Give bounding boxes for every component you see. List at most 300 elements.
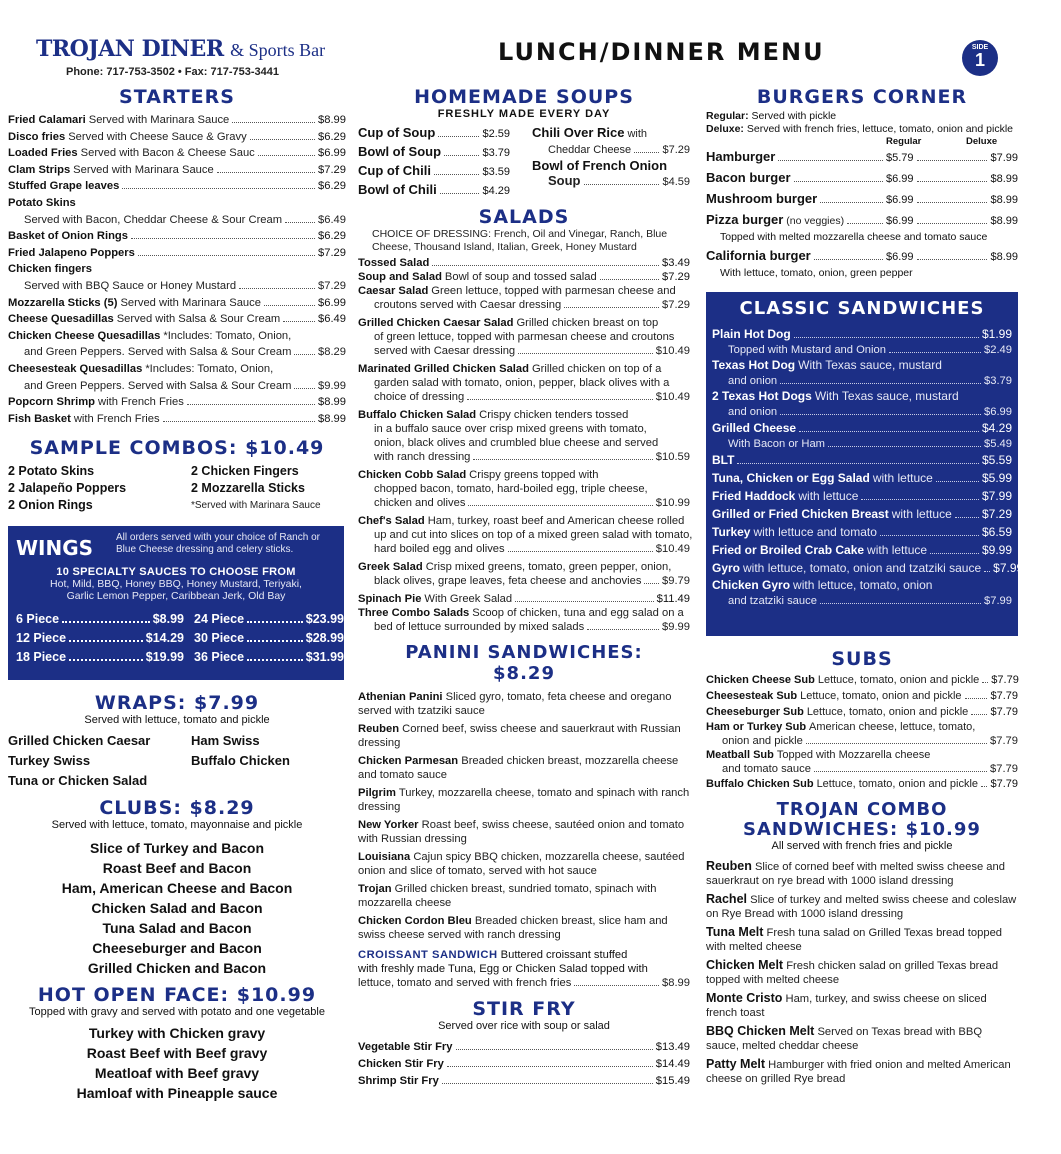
leader-dots [232,122,315,123]
item-name: Louisiana [358,851,411,863]
item-name: CROISSANT SANDWICH [358,949,498,961]
item-line [358,482,690,496]
hot-open-item: Roast Beef with Beef gravy [86,1045,268,1061]
item-line [706,762,1018,776]
logo-suffix: & Sports Bar [230,40,326,60]
leader-dots [247,659,303,661]
menu-item [8,162,346,179]
item-price: $5.59 [981,453,1012,467]
item-desc: Slice of corned beef with melted swiss cheese and sauerkraut on rye bread with 1000 island dressing [706,861,1005,887]
side-badge [962,40,998,76]
item-line [358,574,690,588]
item-price: $4.59 [662,176,690,188]
burger-col-headers [706,136,1018,147]
leader-dots [780,414,981,415]
leader-dots [515,601,654,602]
menu-item [358,722,690,750]
item-line [712,405,1012,419]
item-desc: Lettuce, tomato, onion and pickle [800,690,962,702]
item-desc: of green lettuce, topped with parmesan cheese and croutons [374,331,675,343]
leader-dots [794,337,979,338]
stir-fry-note: Served over rice with soup or salad [438,1020,610,1032]
item-desc: Cheddar Cheese [548,144,632,156]
item-name: Pilgrim [358,787,396,799]
item-name: Popcorn Shrimp [8,396,96,409]
item-desc: with lettuce [867,543,928,557]
item-desc: Ham, turkey, and swiss cheese on sliced french toast [706,993,987,1019]
item-desc: Bowl of soup and tossed salad [444,271,597,283]
menu-item [706,776,1018,792]
menu-item [8,311,346,328]
item-price-deluxe: $8.99 [990,173,1018,185]
item-name: Chicken Gyro [712,578,791,592]
item-price: $7.79 [991,674,1019,686]
menu-item [358,143,510,162]
item-desc: With Greek Salad [424,593,513,605]
item-price: $7.29 [662,144,690,156]
leader-dots [917,202,988,203]
side-number: 1 [974,50,985,70]
col-header: Deluxe [966,136,998,147]
item-desc: Scoop of chicken, tuna and egg salad on a [472,607,684,619]
item-desc: black olives, grape leaves, feta cheese and anchovies [374,575,642,587]
item-price: $6.29 [318,230,346,243]
stir-fry-list [358,1039,690,1090]
leader-dots [814,771,987,772]
item-name: Pizza burger [706,212,784,227]
item-price: $8.99 [318,412,346,425]
menu-item [358,818,690,846]
hot-open-list [8,1023,346,1103]
menu-item [358,316,690,330]
item-desc: served with Caesar dressing [374,345,516,357]
contact-line: Phone: 717-753-3502 • Fax: 717-753-3441 [66,66,279,78]
item-name: Fried Calamari [8,114,86,126]
leader-dots [62,621,150,623]
menu-item [358,690,690,718]
item-desc: with freshly made Tuna, Egg or Chicken Salad topped with [358,963,648,975]
item-desc: Slice of turkey and melted swiss cheese and coleslaw on Rye Bread with 1000 island dressing [706,894,1017,920]
item-name: Cheesesteak Sub [706,690,798,702]
leader-dots [438,136,479,137]
item-desc: Served with Marinara Sauce [120,296,261,309]
item-name: Gyro [712,561,741,575]
item-price: $2.49 [984,344,1012,356]
item-price: $6.99 [318,147,346,160]
menu-item [706,958,1018,987]
menu-item [706,748,1018,762]
item-desc: Grilled chicken on top of a [531,363,662,375]
item-price: $5.99 [981,471,1012,485]
item-name: Cheeseburger Sub [706,706,804,718]
item-price: $6.99 [318,296,346,309]
menu-item [706,189,1018,210]
item-price: $28.99 [305,631,344,645]
leader-dots [468,505,652,506]
leader-dots [432,265,659,266]
leader-dots [122,188,315,189]
item-price: $31.99 [305,650,344,664]
item-desc: with French Fries [98,396,184,409]
menu-item [706,859,1018,888]
menu-item [8,145,346,162]
menu-item [358,124,510,143]
menu-item [8,112,346,129]
item-line [358,528,693,542]
item-price: $10.49 [655,345,690,357]
item-name-wrap [706,147,886,167]
item-name: 18 Piece [16,650,67,664]
panini-price: $8.29 [493,663,555,684]
item-price: $7.99 [981,489,1012,503]
combos-left [8,463,191,514]
item-price: $14.49 [655,1058,690,1070]
item-desc: Served with Marinara Sauce [88,114,230,126]
item-price: $8.99 [318,114,346,126]
leader-dots [440,193,480,194]
item-desc: bed of lettuce surrounded by mixed salads [374,621,585,633]
item-desc: Served with Marinara Sauce [73,163,214,176]
item-name: Fried or Broiled Crab Cake [712,543,865,557]
item-desc: and tomato sauce [722,763,811,775]
menu-item [358,256,690,270]
leader-dots [984,571,990,572]
item-name: Fried Haddock [712,489,796,503]
item-price-regular: $6.99 [886,251,914,263]
leader-dots [217,172,315,173]
menu-item [358,181,510,200]
leader-dots [828,446,981,447]
item-price: $7.29 [981,507,1012,521]
sauces-title: 10 SPECIALTY SAUCES TO CHOOSE FROM [56,566,296,578]
sauces-line: Hot, Mild, BBQ, Honey BBQ, Honey Mustard, Teriyaki, [50,578,302,590]
col-header: Regular [886,136,922,147]
item-name-wrap [706,189,886,209]
item-price: $1.99 [981,327,1012,341]
item-name: 6 Piece [16,612,60,626]
trojan-combo-list [706,859,1018,1086]
menu-item [358,560,690,574]
item-desc: up and cut into slices on top of a mixed green salad with tomato, [374,529,693,541]
leader-dots [69,659,143,661]
item-line [358,542,690,556]
item-desc: Corned beef, swiss cheese and sauerkraut with Russian dressing [358,723,681,749]
item-name: Soup and Salad [358,271,442,283]
item-name: Clam Strips [8,163,71,176]
leader-dots [508,551,653,552]
leader-dots [644,583,659,584]
item-desc: and onion [728,406,778,418]
item-price: $15.49 [655,1075,690,1087]
item-desc: with lettuce, tomato, onion [793,578,933,592]
item-price: $3.79 [984,375,1012,387]
burgers-list [706,147,1018,279]
menu-item [706,688,1018,704]
burger-note [706,110,1018,123]
item-name: Mushroom burger [706,191,818,206]
item-name: Tossed Salad [358,257,430,269]
wings-title: WINGS [16,536,94,560]
item-price: $4.29 [482,185,510,197]
item-name: Fried Jalapeno Poppers [8,246,135,259]
classic-list [712,325,1024,608]
item-name: Chicken Cheese Sub [706,674,815,686]
leader-dots [69,640,143,642]
menu-item [358,592,690,606]
menu-item [8,411,346,428]
menu-item [358,1039,690,1056]
item-name: California burger [706,248,811,263]
item-desc: (no veggies) [786,215,845,227]
leader-dots [600,279,659,280]
menu-item [706,892,1018,921]
item-line [712,343,1012,357]
leader-dots [917,259,988,260]
item-price: $7.29 [662,271,690,283]
menu-item [194,629,344,648]
item-desc: lettuce, tomato and served with french fries [358,977,572,989]
item-price: $7.29 [318,246,346,259]
menu-item [706,246,1018,267]
item-name: Cheesesteak Quesadillas [8,362,143,375]
clubs-title: CLUBS: $8.29 [99,797,255,819]
hot-open-title: HOT OPEN FACE: $10.99 [37,984,317,1006]
item-name: Ham or Turkey Sub [706,721,807,733]
item-line [712,594,1012,608]
item-name: Chili Over Rice [532,125,625,140]
logo-text: TROJAN DINER [36,36,224,62]
menu-item [358,914,690,942]
wrap-item: Ham Swiss [191,733,260,748]
menu-item [712,469,1012,487]
leader-dots [444,155,479,156]
soups-title: HOMEMADE SOUPS [414,86,634,108]
note-text: Served with pickle [751,110,837,122]
menu-item [8,261,346,278]
item-line [358,330,690,344]
item-price: $8.29 [318,346,346,359]
item-name: Texas Hot Dog [712,358,796,372]
item-line [358,422,690,436]
item-desc: Crispy chicken tenders tossed [479,409,629,421]
menu-item [706,1057,1018,1086]
menu-item [712,541,1012,559]
menu-item [712,388,1012,405]
menu-item [712,419,1012,437]
starters-list [8,112,346,427]
menu-item [706,1024,1018,1053]
item-price-deluxe: $8.99 [990,251,1018,263]
item-desc: and tzatziki sauce [728,595,817,607]
club-item: Chicken Salad and Bacon [91,900,263,916]
menu-item [8,295,346,312]
item-name: Bowl of Chili [358,182,437,197]
item-name: Tuna Melt [706,925,764,939]
dressing-note [358,228,690,254]
item-line [358,436,690,450]
item-name: Chicken Parmesan [358,755,459,767]
leader-dots [847,223,883,224]
combos-title: SAMPLE COMBOS: $10.49 [29,437,325,460]
hot-open-note: Topped with gravy and served with potato and one vegetable [29,1006,325,1018]
item-price: $13.49 [655,1041,690,1053]
leader-dots [247,621,303,623]
item-price: $9.99 [662,621,690,633]
item-name: Chicken Melt [706,958,784,972]
item-name: 2 Texas Hot Dogs [712,389,812,403]
item-name: Meatball Sub [706,749,774,761]
item-desc: Lettuce, tomato, onion and pickle [817,674,980,686]
burgers-title: BURGERS CORNER [756,86,968,108]
item-price: $9.99 [981,543,1012,557]
sauces-line: Garlic Lemon Pepper, Caribbean Jerk, Old Bay [66,590,286,602]
item-price: $6.59 [981,525,1012,539]
club-item: Cheeseburger and Bacon [92,940,262,956]
item-price: $7.79 [990,763,1018,775]
item-line [358,298,690,312]
item-price: $6.29 [318,180,346,193]
leader-dots [294,354,315,355]
item-desc: with lettuce, tomato, onion and tzatziki sauce [743,561,982,575]
leader-dots [285,222,315,223]
item-price: $14.29 [145,631,184,645]
item-line [358,976,690,990]
item-price: $8.99 [152,612,184,626]
item-name: Disco fries [8,130,66,143]
hot-open-item: Hamloaf with Pineapple sauce [76,1085,278,1101]
item-name: Loaded Fries [8,147,78,160]
item-name: Potato Skins [8,196,76,209]
subs-list [706,672,1018,792]
item-name: Tuna, Chicken or Egg Salad [712,471,870,485]
item-desc: with ranch dressing [374,451,471,463]
item-desc: Served with BBQ Sauce or Honey Mustard [24,279,237,292]
wrap-item: Buffalo Chicken [191,753,290,768]
leader-dots [187,404,315,405]
item-desc: with lettuce and tomato [753,525,877,539]
item-name: Spinach Pie [358,593,422,605]
item-price: $7.29 [662,299,690,311]
leader-dots [283,321,315,322]
combos-right [191,463,321,514]
item-name: Trojan [358,883,392,895]
item-line [358,496,690,510]
item-desc: Roast beef, swiss cheese, sautéed onion and tomato with Russian dressing [358,819,685,845]
item-name-wrap [706,168,886,188]
item-name: BBQ Chicken Melt [706,1024,815,1038]
club-item: Ham, American Cheese and Bacon [61,880,293,896]
leader-dots [917,181,988,182]
item-price: $7.29 [318,279,346,292]
item-name: BLT [712,453,735,467]
item-desc: Lettuce, tomato, onion and pickle [806,706,969,718]
leader-dots [880,535,979,536]
item-desc: Served with Bacon & Cheese Sauc [80,147,255,160]
item-line [8,378,346,395]
item-desc: Turkey, mozzarella cheese, tomato and spinach with ranch dressing [358,787,690,813]
item-name: Chicken Cordon Bleu [358,915,472,927]
item-desc: in a buffalo sauce over crisp mixed greens with tomato, [374,423,647,435]
menu-item [16,629,184,648]
item-name: Buffalo Chicken Sub [706,778,814,790]
note-label: Deluxe: [706,123,744,135]
classic-box [706,292,1024,636]
item-desc: Green lettuce, topped with parmesan cheese and [431,285,676,297]
item-desc: Cajun spicy BBQ chicken, mozzarella cheese, sautéed onion and slice of tomato, served with hot sauce [358,851,685,877]
item-desc: with lettuce [891,507,952,521]
item-desc: with [627,128,648,140]
item-desc: Topped with melted mozzarella cheese and tomato sauce [720,231,988,243]
item-price: $8.99 [318,396,346,409]
menu-item [194,610,344,629]
leader-dots [955,517,979,518]
menu-item: Bowl of French Onion [532,158,668,173]
leader-dots [799,431,979,432]
item-name: Basket of Onion Rings [8,230,128,243]
item-price: $6.49 [318,313,346,326]
combo-item: 2 Mozzarella Sticks [191,481,305,496]
item-name: Hamburger [706,149,776,164]
menu-item [8,361,346,378]
item-price: $8.99 [662,977,690,989]
menu-item [358,850,690,878]
combo-item: 2 Potato Skins [8,464,95,479]
leader-dots [163,421,315,422]
leader-dots [820,603,981,604]
hot-open-item: Turkey with Chicken gravy [88,1025,266,1041]
menu-title: LUNCH/DINNER MENU [498,38,825,66]
item-name: 24 Piece [194,612,245,626]
item-price-regular: $6.99 [886,173,914,185]
item-name: Monte Cristo [706,991,783,1005]
leader-dots [447,1066,653,1067]
item-name-wrap [706,210,886,231]
menu-item [358,1056,690,1073]
leader-dots [294,388,315,389]
soups-right [532,124,690,200]
menu-item [706,672,1018,688]
subs-title: SUBS [831,648,893,670]
item-name: New Yorker [358,819,419,831]
leader-dots [587,629,659,630]
menu-item [358,1073,690,1090]
item-name: Shrimp Stir Fry [358,1075,439,1087]
item-desc: hard boiled egg and olives [374,543,505,555]
leader-dots [247,640,303,642]
item-desc: Fresh chicken salad on grilled Texas bread topped with melted cheese [706,960,999,986]
menu-item [712,559,1024,577]
item-name: Mozzarella Sticks (5) [8,296,118,309]
item-price: $2.59 [482,128,510,140]
item-name: Greek Salad [358,561,423,573]
menu-item [8,228,346,245]
note-text: Served with french fries, lettuce, tomato, onion and pickle [746,123,1013,135]
starters-title: STARTERS [119,86,235,108]
item-name: Fish Basket [8,412,71,425]
item-name: Chef's Salad [358,515,425,527]
wings-note: All orders served with your choice of Ranch or Blue Cheese dressing and celery sticks. [116,532,320,555]
item-line [8,278,346,295]
item-price: $6.29 [318,130,346,143]
soups-subtitle: FRESHLY MADE EVERY DAY [437,108,611,120]
menu-item [706,925,1018,954]
leader-dots [518,353,653,354]
item-desc: With Texas sauce, mustard [814,389,959,403]
item-price: $7.29 [318,163,346,176]
item-price: $19.99 [145,650,184,664]
leader-dots [250,139,315,140]
club-item: Roast Beef and Bacon [102,860,252,876]
